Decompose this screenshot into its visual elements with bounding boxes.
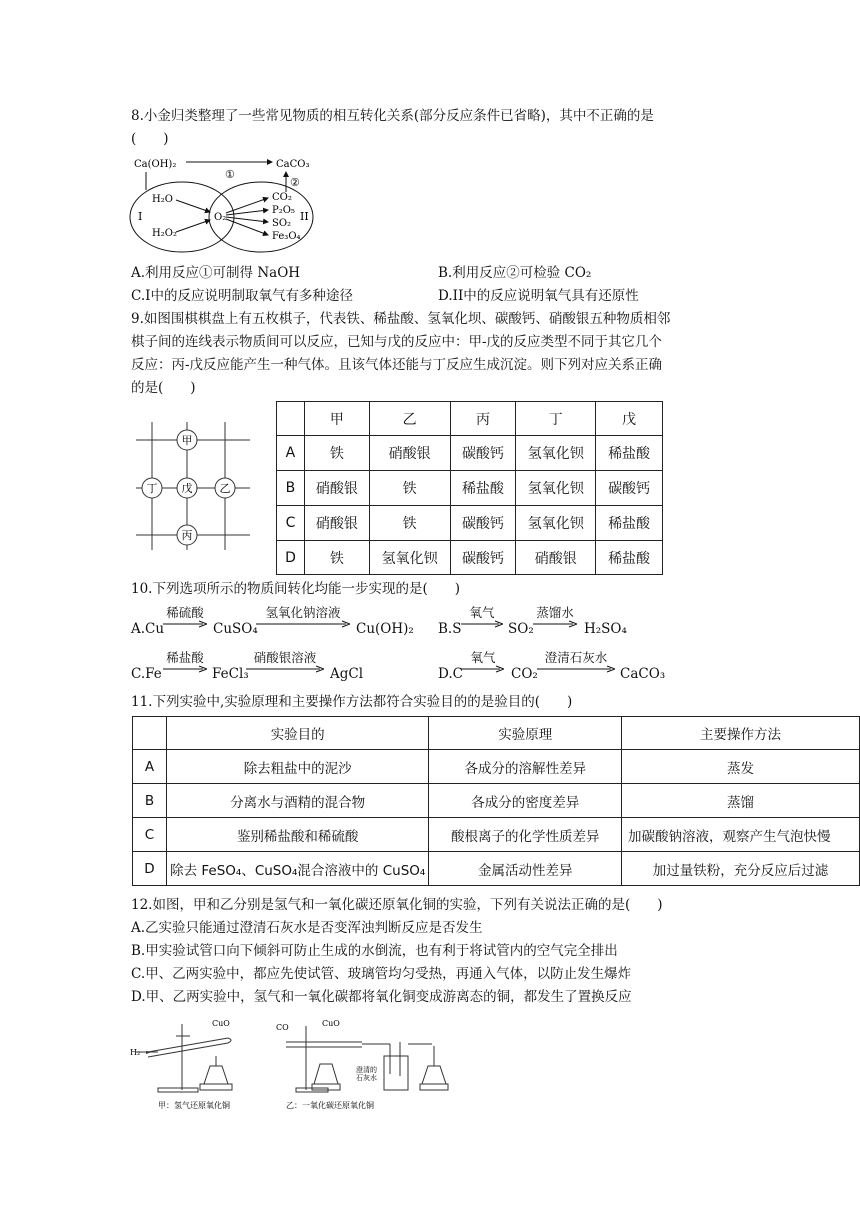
q9-table-header: 甲 乙 丙 丁 戊	[277, 402, 663, 436]
stone-bing: 丙	[181, 529, 193, 542]
q8-diagram	[126, 150, 326, 255]
table-row: B 分离水与酒精的混合物 各成分的密度差异 蒸馏	[133, 784, 860, 818]
q12-option-c: C.甲、乙两实验中，都应先使试管、玻璃管均匀受热，再通入气体，以防止发生爆炸	[131, 966, 632, 982]
q8-label-II: II	[300, 210, 309, 223]
q9-line-1: 9.如图围棋棋盘上有五枚棋子，代表铁、稀盐酸、氢氧化坝、碳酸钙、硝酸银五种物质相邻	[131, 311, 671, 327]
table-row: C 硝酸银 铁 碳酸钙 氢氧化钡 稀盐酸	[277, 506, 663, 541]
table-row: A 铁 硝酸银 碳酸钙 氢氧化钡 稀盐酸	[277, 436, 663, 471]
q11-table-header: 实验目的 实验原理 主要操作方法	[133, 717, 860, 750]
q9-line-2: 棋子间的连线表示物质间可以反应，已知与戊的反应中：甲-戊的反应类型不同于其它几个	[131, 334, 663, 350]
q8-o2: O₂	[214, 212, 227, 223]
q8-label-I: I	[138, 210, 143, 223]
table-row: A 除去粗盐中的泥沙 各成分的溶解性差异 蒸发	[133, 750, 860, 784]
q8-caco3: CaCO₃	[276, 159, 310, 170]
jia-cuo-label: CuO	[212, 1019, 230, 1028]
q8-p2o5: P₂O₅	[272, 205, 295, 216]
q12-option-a: A.乙实验只能通过澄清石灰水是否变浑浊判断反应是否发生	[131, 920, 483, 936]
table-row: D 铁 氢氧化钡 碳酸钙 硝酸银 稀盐酸	[277, 541, 663, 575]
q8-so2: SO₂	[272, 218, 292, 229]
q9-go-board	[132, 418, 254, 554]
q8-co2: CO₂	[272, 192, 292, 203]
yi-co-label: CO	[276, 1023, 289, 1032]
apparatus-jia-figure	[128, 1014, 258, 1114]
q9-line-4: 的是( )	[131, 380, 196, 396]
q8-n2: ②	[290, 176, 300, 189]
yi-caption: 乙：一氧化碳还原氧化铜	[286, 1101, 374, 1110]
q9-line-3: 反应：丙-戊反应能产生一种气体。且该气体还能与丁反应生成沉淀。则下列对应关系正确	[131, 357, 663, 373]
q11-table	[132, 716, 860, 886]
q12-stem: 12.如图，甲和乙分别是氢气和一氧化碳还原氧化铜的实验，下列有关说法正确的是( )	[131, 897, 663, 913]
q8-option-c: C.I中的反应说明制取氧气有多种途径	[131, 288, 353, 304]
apparatus-yi-figure	[272, 1014, 462, 1114]
yi-lime-label-1: 澄清的	[356, 1066, 377, 1074]
q8-paren: ( )	[131, 131, 169, 147]
stone-wu: 戊	[181, 482, 193, 495]
q11-stem: 11.下列实验中,实验原理和主要操作方法都符合实验目的的是验目的( )	[131, 694, 573, 710]
q8-h2o: H₂O	[152, 194, 173, 205]
stone-ding: 丁	[146, 482, 158, 495]
q8-option-b: B.利用反应②可检验 CO₂	[438, 265, 592, 281]
q8-stem: 8.小金归类整理了一些常见物质的相互转化关系(部分反应条件已省略)，其中不正确的是	[131, 108, 654, 124]
table-row: C 鉴别稀盐酸和稀硫酸 酸根离子的化学性质差异 加碳酸钠溶液，观察产生气泡快慢	[133, 818, 860, 852]
yi-cuo-label: CuO	[322, 1019, 340, 1028]
table-row: B 硝酸银 铁 稀盐酸 氢氧化钡 碳酸钙	[277, 471, 663, 506]
q8-h2o2: H₂O₂	[152, 228, 177, 239]
q8-fe3o4: Fe₃O₄	[272, 231, 301, 242]
q9-table	[276, 401, 663, 575]
table-row: D 除去 FeSO₄、CuSO₄混合溶液中的 CuSO₄ 金属活动性差异 加过量铁粉，充分反应后过滤	[133, 852, 860, 886]
stone-jia: 甲	[181, 434, 193, 447]
q8-n1: ①	[225, 168, 235, 181]
yi-lime-label-2: 石灰水	[356, 1074, 377, 1082]
stone-yi: 乙	[219, 482, 231, 495]
jia-caption: 甲：氢气还原氧化铜	[158, 1101, 230, 1110]
q8-option-d: D.II中的反应说明氧气具有还原性	[438, 288, 639, 304]
q12-option-d: D.甲、乙两实验中，氢气和一氧化碳都将氧化铜变成游离态的铜，都发生了置换反应	[131, 989, 632, 1005]
q10-stem: 10.下列选项所示的物质间转化均能一步实现的是( )	[131, 581, 461, 597]
q8-caoh2: Ca(OH)₂	[134, 159, 177, 170]
q12-option-b: B.甲实验试管口向下倾斜可防止生成的水倒流，也有利于将试管内的空气完全排出	[131, 943, 618, 959]
q8-option-a: A.利用反应①可制得 NaOH	[131, 265, 301, 281]
jia-h2-label: H₂	[130, 1048, 141, 1057]
